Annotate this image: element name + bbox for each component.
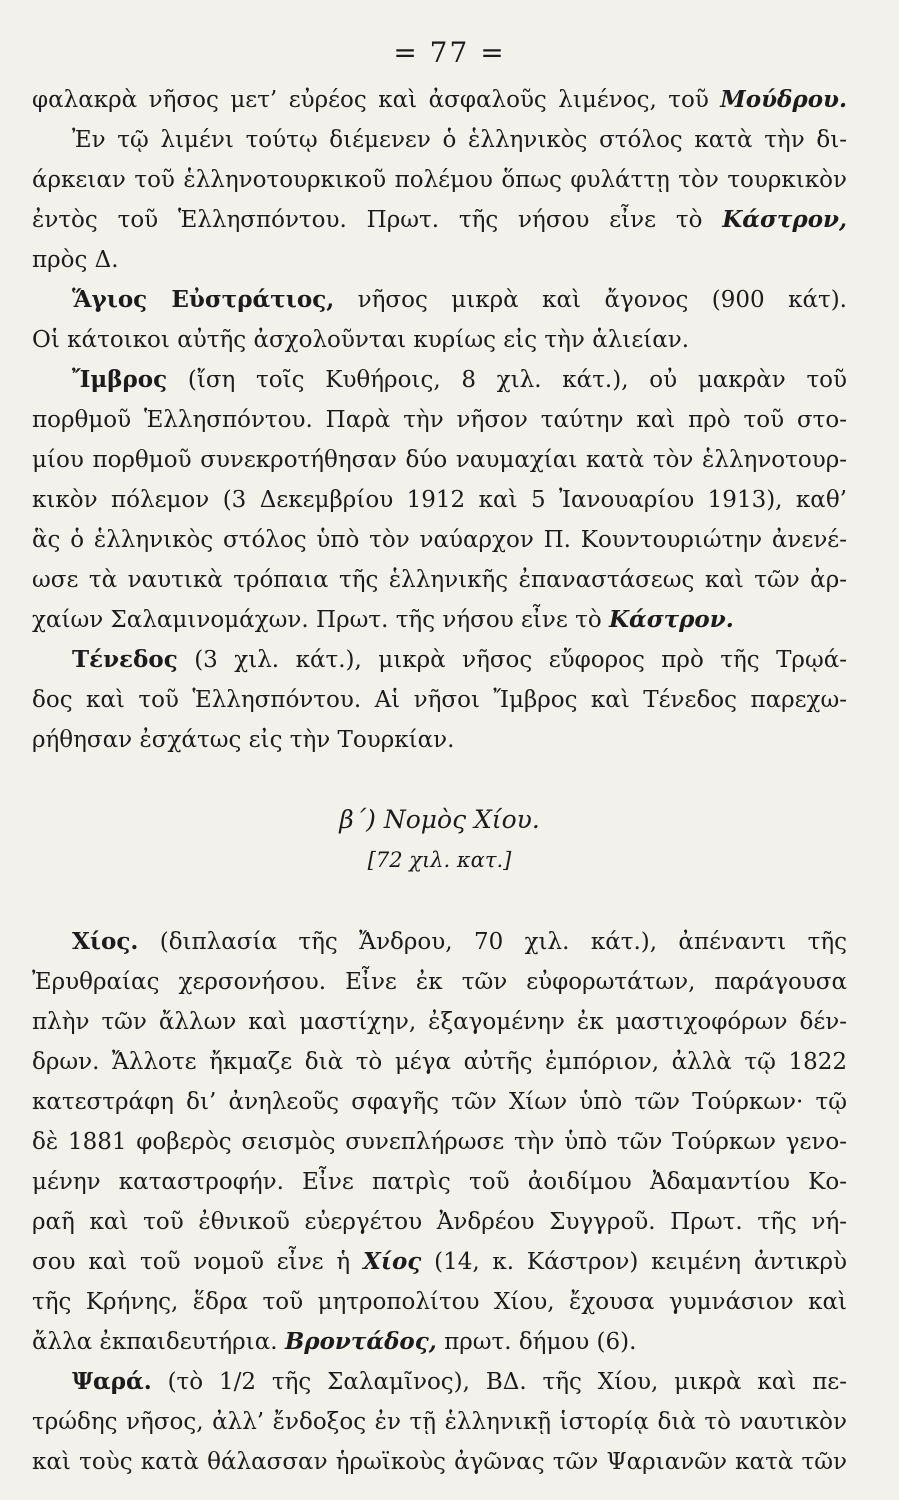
- place-name: Κάστρον.: [609, 606, 734, 633]
- text-line: [32, 922, 847, 962]
- text-line: τρώδης νῆσος, ἀλλ’ ἔνδοξος ἐν τῇ ἑλληνικῇ ἱστορίᾳ διὰ τὸ ναυτικὸν: [32, 1409, 847, 1435]
- text-line: κατεστράφη δι’ ἀνηλεοῦς σφαγῆς τῶν Χίων ὑπὸ τῶν Τούρκων· τῷ: [32, 1089, 847, 1115]
- text-line: ἃς ὁ ἑλληνικὸς στόλος ὑπὸ τὸν ναύαρχον Π. Κουντουριώτην ἀνενέ-: [32, 527, 847, 553]
- page-number: = 77 =: [393, 36, 506, 69]
- text-line: [32, 280, 847, 320]
- text-line: δὲ 1881 φοβερὸς σεισμὸς συνεπλήρωσε τὴν ὑπὸ τῶν Τούρκων γενο-: [32, 1129, 847, 1155]
- text-span: (14, κ. Κάστρον) κειμένη ἀντικρὺ: [434, 1249, 847, 1275]
- text-line: πρὸς Δ.: [32, 247, 119, 273]
- text-span: πρωτ. δήμου (6).: [444, 1329, 637, 1355]
- text-line: Ἐν τῷ λιμένι τούτῳ διέμενεν ὁ ἑλληνικὸς στόλος κατὰ τὴν δι-: [72, 127, 847, 153]
- text-line: πορθμοῦ Ἑλλησπόντου. Παρὰ τὴν νῆσον ταύτην καὶ πρὸ τοῦ στο-: [32, 407, 847, 433]
- place-name: Βροντάδος,: [284, 1328, 437, 1355]
- entry-heading: Ψαρά.: [72, 1368, 152, 1395]
- section-area: [72 χιλ. κατ.]: [367, 848, 512, 872]
- text-line: [32, 360, 847, 400]
- text-span: φαλακρὰ νῆσος μετ’ εὐρέος καὶ ἀσφαλοῦς λιμένος, τοῦ: [32, 87, 709, 113]
- text-line: μένην καταστροφήν. Εἶνε πατρὶς τοῦ ἀοιδίμου Ἀδαμαντίου Κο-: [32, 1169, 847, 1195]
- entry-heading: Ἴμβρος: [72, 366, 168, 393]
- text-line: ωσε τὰ ναυτικὰ τρόπαια τῆς ἑλληνικῆς ἐπαναστάσεως καὶ τῶν ἀρ-: [32, 567, 847, 593]
- text-span: (3 χιλ. κάτ.), μικρὰ νῆσος εὔφορος πρὸ τῆς Τρῳά-: [194, 647, 847, 673]
- entry-heading: Χίος.: [72, 928, 139, 955]
- text-line: ρήθησαν ἐσχάτως εἰς τὴν Τουρκίαν.: [32, 727, 455, 753]
- text-line: Ἐρυθραίας χερσονήσου. Εἶνε ἐκ τῶν εὐφορωτάτων, παράγουσα: [32, 969, 847, 995]
- text-span: ἄλλα ἐκπαιδευτήρια.: [32, 1329, 278, 1355]
- entry-heading: Τένεδος: [72, 646, 178, 673]
- text-line: Οἱ κάτοικοι αὐτῆς ἀσχολοῦνται κυρίως εἰς τὴν ἁλιείαν.: [32, 327, 690, 353]
- text-line: [32, 1362, 847, 1402]
- text-line: ραῆ καὶ τοῦ ἐθνικοῦ εὐεργέτου Ἀνδρέου Συγγροῦ. Πρωτ. τῆς νή-: [32, 1209, 847, 1235]
- text-span: (ἴση τοῖς Κυθήροις, 8 χιλ. κάτ.), οὐ μακρὰν τοῦ: [187, 367, 847, 393]
- text-line: [32, 640, 847, 680]
- text-line: [32, 80, 847, 120]
- text-span: χαίων Σαλαμινομάχων. Πρωτ. τῆς νήσου εἶνε τὸ: [32, 607, 602, 633]
- text-span: (διπλασία τῆς Ἄνδρου, 70 χιλ. κάτ.), ἀπέναντι τῆς: [159, 929, 847, 955]
- place-name: Χίος: [362, 1248, 422, 1275]
- text-line: [32, 1242, 847, 1282]
- text-line: [32, 600, 847, 640]
- text-line: δρων. Ἄλλοτε ἤκμαζε διὰ τὸ μέγα αὐτῆς ἐμπόριον, ἀλλὰ τῷ 1822: [32, 1049, 847, 1075]
- text-span: (τὸ 1/2 τῆς Σαλαμῖνος), ΒΔ. τῆς Χίου, μικρὰ καὶ πε-: [167, 1369, 847, 1395]
- entry-heading: Ἅγιος Εὐστράτιος,: [72, 286, 335, 313]
- text-line: καὶ τοὺς κατὰ θάλασσαν ἡρωϊκοὺς ἀγῶνας τῶν Ψαριανῶν κατὰ τῶν: [32, 1449, 847, 1475]
- text-line: μίου πορθμοῦ συνεκροτήθησαν δύο ναυμαχίαι κατὰ τὸν ἑλληνοτουρ-: [32, 447, 847, 473]
- text-span: ἐντὸς τοῦ Ἑλλησπόντου. Πρωτ. τῆς νήσου εἶνε τὸ: [32, 207, 703, 233]
- text-line: [32, 200, 847, 240]
- text-line: τῆς Κρήνης, ἕδρα τοῦ μητροπολίτου Χίου, ἔχουσα γυμνάσιον καὶ: [32, 1289, 847, 1315]
- text-line: κικὸν πόλεμον (3 Δεκεμβρίου 1912 καὶ 5 Ἰανουαρίου 1913), καθ’: [32, 487, 847, 513]
- text-line: άρκειαν τοῦ ἑλληνοτουρκικοῦ πολέμου ὅπως φυλάττῃ τὸν τουρκικὸν: [32, 167, 847, 193]
- place-name: Μούδρου.: [720, 86, 847, 113]
- text-line: δος καὶ τοῦ Ἑλλησπόντου. Αἱ νῆσοι Ἴμβρος καὶ Τένεδος παρεχω-: [32, 687, 847, 713]
- text-line: [32, 1322, 847, 1362]
- body-text: [32, 80, 847, 1482]
- text-span: σου καὶ τοῦ νομοῦ εἶνε ἡ: [32, 1249, 351, 1275]
- text-span: νῆσος μικρὰ καὶ ἄγονος (900 κάτ).: [357, 287, 847, 313]
- text-line: πλὴν τῶν ἄλλων καὶ μαστίχην, ἐξαγομένην ἐκ μαστιχοφόρων δέν-: [32, 1009, 847, 1035]
- section-title: β΄) Νομὸς Χίου.: [339, 805, 540, 834]
- place-name: Κάστρον,: [722, 206, 847, 233]
